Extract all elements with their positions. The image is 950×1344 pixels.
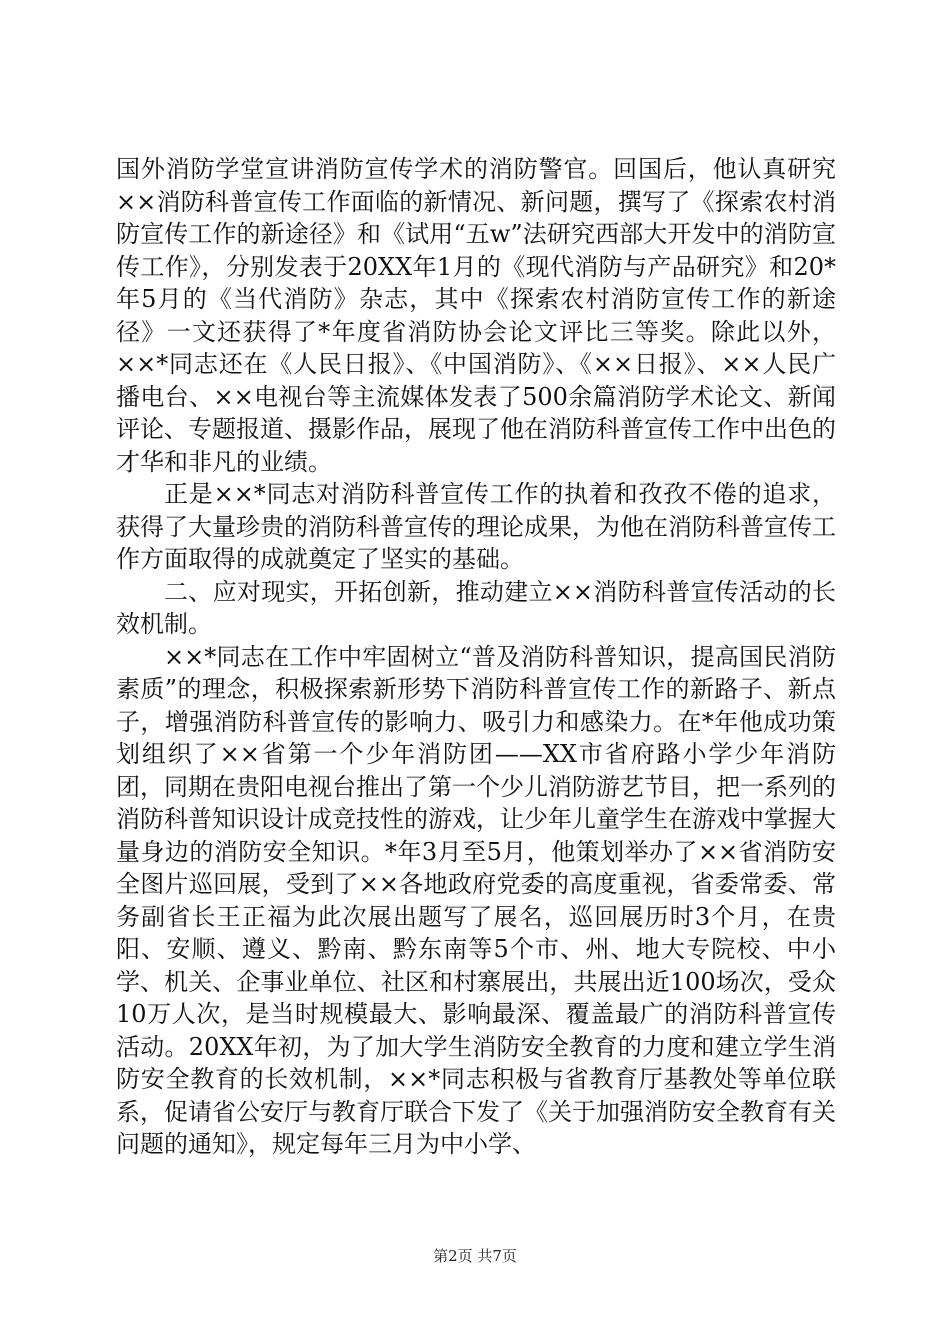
document-body	[116, 153, 836, 1161]
page-footer: 第2页 共7页	[433, 1247, 517, 1265]
paragraph-3: ××*同志在工作中牢固树立“普及消防科普知识，提高国民消防素质”的理念，积极探索新形势下消防科普宣传工作的新路子、新点子，增强消防科普宣传的影响力、吸引力和感染力。在*年他成功策划组织了××省第一个少年消防团——XX市省府路小学少年消防团，同期在贵阳电视台推出了第一个少儿消防游艺节目，把一系列的消防科普知识设计成竞技性的游戏，让少年儿童学生在游戏中掌握大量身边的消防安全知识。*年3月至5月，他策划举办了××省消防安全图片巡回展，受到了××各地政府党委的高度重视，省委常委、常务副省长王正福为此次展出题写了展名，巡回展历时3个月，在贵阳、安顺、遵义、黔南、黔东南等5个市、州、地大专院校、中小学、机关、企事业单位、社区和村寨展出，共展出近100场次，受众10万人次，是当时规模最大、影响最深、覆盖最广的消防科普宣传活动。20XX年初，为了加大学生消防安全教育的力度和建立学生消防安全教育的长效机制，××*同志积极与省教育厅基教处等单位联系，促请省公安厅与教育厅联合下发了《关于加强消防安全教育有关问题的通知》，规定每年三月为中小学、	[116, 642, 836, 1158]
paragraph-2: 正是××*同志对消防科普宣传工作的执着和孜孜不倦的追求，获得了大量珍贵的消防科普宣传的理论成果，为他在消防科普宣传工作方面取得的成就奠定了坚实的基础。	[116, 480, 836, 573]
paragraph-1: 国外消防学堂宣讲消防宣传学术的消防警官。回国后，他认真研究××消防科普宣传工作面临的新情况、新问题，撰写了《探索农村消防宣传工作的新途径》和《试用“五w”法研究西部大开发中的消防宣传工作》，分别发表于20XX年1月的《现代消防与产品研究》和20*年5月的《当代消防》杂志，其中《探索农村消防宣传工作的新途径》一文还获得了*年度省消防协会论文评比三等奖。除此以外，××*同志还在《人民日报》、《中国消防》、《××日报》、××人民广播电台、××电视台等主流媒体发表了500余篇消防学术论文、新闻评论、专题报道、摄影作品，展现了他在消防科普宣传工作中出色的才华和非凡的业绩。	[116, 155, 836, 476]
section-heading-2: 二、应对现实，开拓创新，推动建立××消防科普宣传活动的长效机制。	[116, 577, 836, 638]
